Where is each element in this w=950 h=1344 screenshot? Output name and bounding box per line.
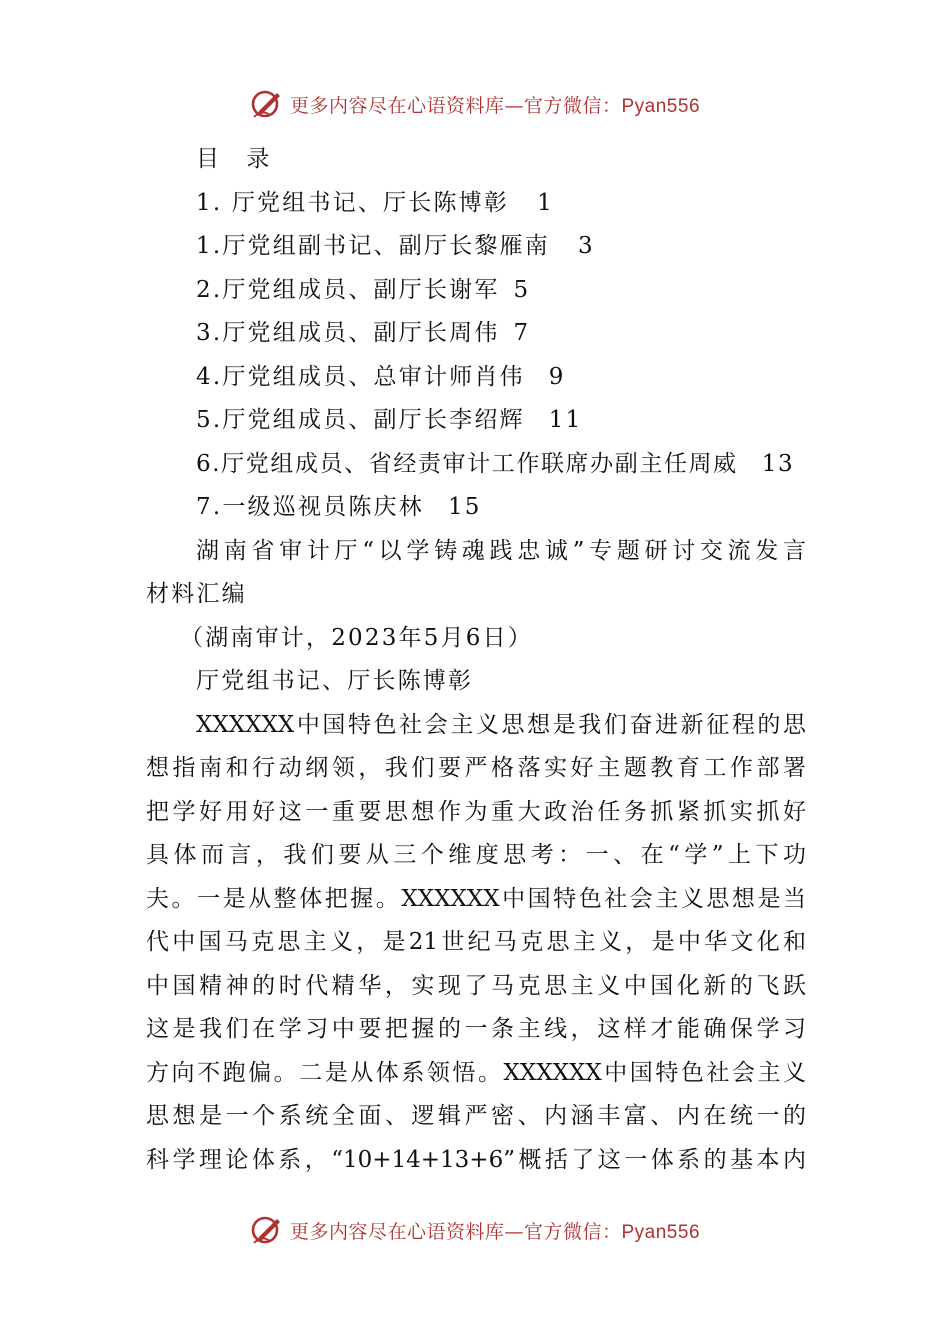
body-line: 科学理论体系，“10+14+13+6”概括了这一体系的基本内 (146, 1146, 806, 1173)
header-banner (0, 82, 950, 126)
document-content (146, 138, 806, 1182)
body-line: 思想是一个系统全面、逻辑严密、内涵丰富、内在统一的 (146, 1103, 806, 1129)
toc-item: 2.厅党组成员、副厅长谢军 5 (196, 276, 531, 303)
toc-item: 6.厅党组成员、省经责审计工作联席办副主任周威 13 (196, 450, 795, 477)
document-title-continued: 材料汇编 (146, 581, 247, 607)
banner-text: 更多内容尽在心语资料库—官方微信：Pyan556 (289, 94, 701, 117)
body-line: 想指南和行动纲领，我们要严格落实好主题教育工作部署 (146, 755, 806, 781)
body-line: 具体而言，我们要从三个维度思考：一、在“学”上下功 (146, 842, 806, 868)
toc-item: 4.厅党组成员、总审计师肖伟 9 (196, 363, 566, 390)
toc-item: 7.一级巡视员陈庆林 15 (196, 494, 482, 520)
speaker-heading: 厅党组书记、厅长陈博彰 (196, 668, 474, 694)
pen-logo-icon (250, 87, 284, 121)
body-line: 中国精神的时代精华，实现了马克思主义中国化新的飞跃 (146, 972, 806, 999)
banner-text: 更多内容尽在心语资料库—官方微信：Pyan556 (289, 1220, 701, 1243)
body-line: 方向不跑偏。二是从体系领悟。XXXXXX中国特色社会主义 (146, 1059, 806, 1086)
toc-heading: 目 录 (196, 146, 272, 172)
document-source: （湖南审计，2023年5月6日） (180, 624, 533, 651)
toc-item: 1. 厅党组书记、厅长陈博彰 1 (196, 189, 554, 216)
body-line: 代中国马克思主义，是21世纪马克思主义，是中华文化和 (146, 929, 806, 955)
toc-item: 5.厅党组成员、副厅长李绍辉 11 (196, 407, 583, 433)
toc-item: 3.厅党组成员、副厅长周伟 7 (196, 320, 531, 346)
body-line: XXXXXX中国特色社会主义思想是我们奋进新征程的思 (196, 711, 806, 738)
toc-item: 1.厅党组副书记、副厅长黎雁南 3 (196, 233, 595, 259)
body-line: 把学好用好这一重要思想作为重大政治任务抓紧抓实抓好 (146, 798, 806, 825)
body-line: 这是我们在学习中要把握的一条主线，这样才能确保学习 (146, 1016, 806, 1042)
document-title: 湖南省审计厅“以学铸魂践忠诚”专题研讨交流发言 (196, 537, 806, 564)
body-line: 夫。一是从整体把握。XXXXXX中国特色社会主义思想是当 (146, 885, 806, 912)
footer-banner (0, 1208, 950, 1252)
pen-logo-icon (250, 1213, 284, 1247)
